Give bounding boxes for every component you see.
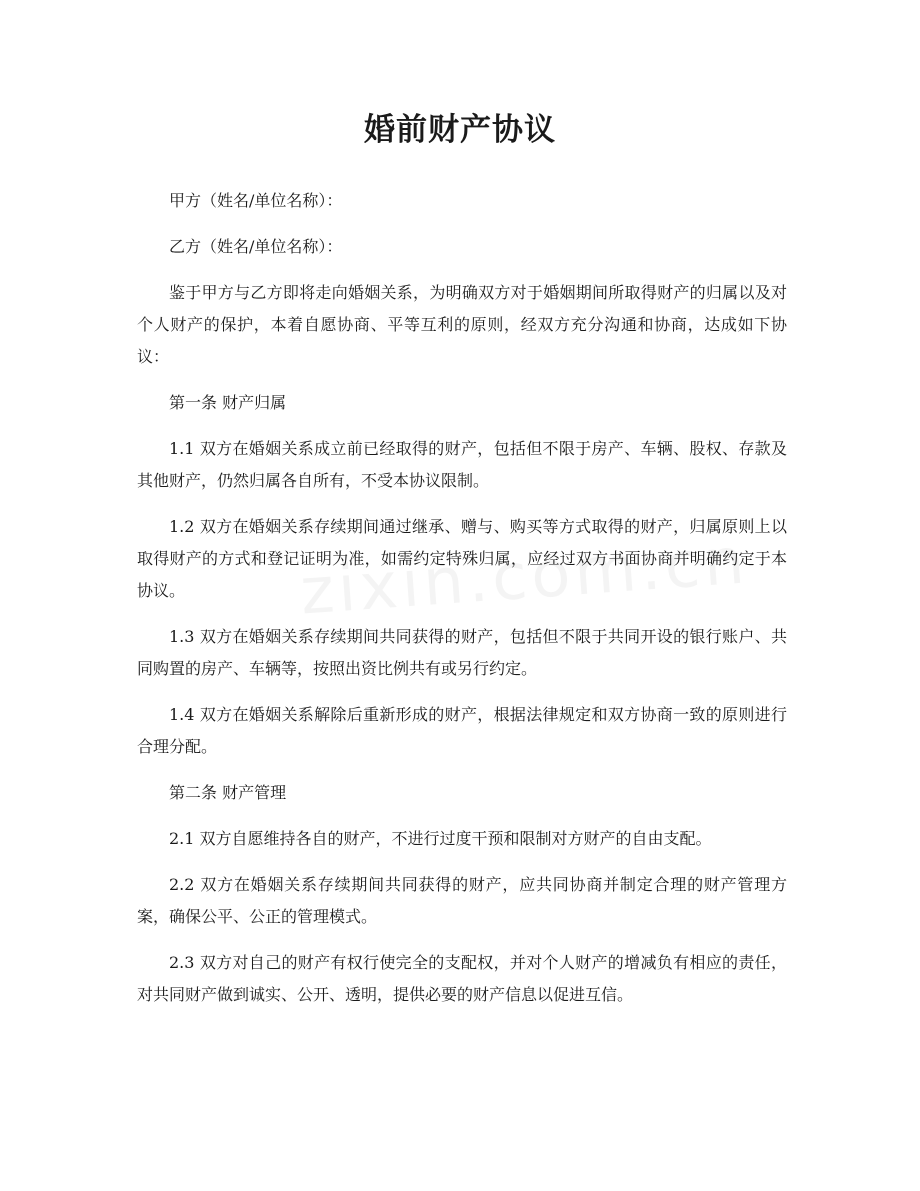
party-a-line: 甲方（姓名/单位名称）： [169, 191, 343, 210]
clause-1-3: 1.3 双方在婚姻关系存续期间共同获得的财产，包括但不限于共同开设的银行账户、共同购置的房产、车辆等，按照出资比例共有或另行约定。 [137, 627, 787, 678]
article-1-heading: 第一条 财产归属 [169, 393, 287, 412]
preamble-paragraph: 鉴于甲方与乙方即将走向婚姻关系，为明确双方对于婚姻期间所取得财产的归属以及对个人财产的保护，本着自愿协商、平等互利的原则，经双方充分沟通和协商，达成如下协议： [137, 283, 787, 366]
clause-2-3: 2.3 双方对自己的财产有权行使完全的支配权，并对个人财产的增减负有相应的责任，对共同财产做到诚实、公开、透明，提供必要的财产信息以促进互信。 [137, 953, 787, 1004]
document-body [137, 185, 787, 1025]
article-2-heading: 第二条 财产管理 [169, 783, 287, 802]
party-b-line: 乙方（姓名/单位名称）： [169, 237, 343, 256]
clause-2-1: 2.1 双方自愿维持各自的财产，不进行过度干预和限制对方财产的自由支配。 [169, 829, 712, 848]
clause-2-2: 2.2 双方在婚姻关系存续期间共同获得的财产，应共同协商并制定合理的财产管理方案，确保公平、公正的管理模式。 [137, 875, 787, 926]
clause-1-4: 1.4 双方在婚姻关系解除后重新形成的财产，根据法律规定和双方协商一致的原则进行合理分配。 [137, 705, 787, 756]
clause-1-1: 1.1 双方在婚姻关系成立前已经取得的财产，包括但不限于房产、车辆、股权、存款及其他财产，仍然归属各自所有，不受本协议限制。 [137, 439, 787, 490]
clause-1-2: 1.2 双方在婚姻关系存续期间通过继承、赠与、购买等方式取得的财产，归属原则上以取得财产的方式和登记证明为准，如需约定特殊归属，应经过双方书面协商并明确约定于本协议。 [137, 517, 787, 600]
document-title: 婚前财产协议 [364, 112, 556, 148]
